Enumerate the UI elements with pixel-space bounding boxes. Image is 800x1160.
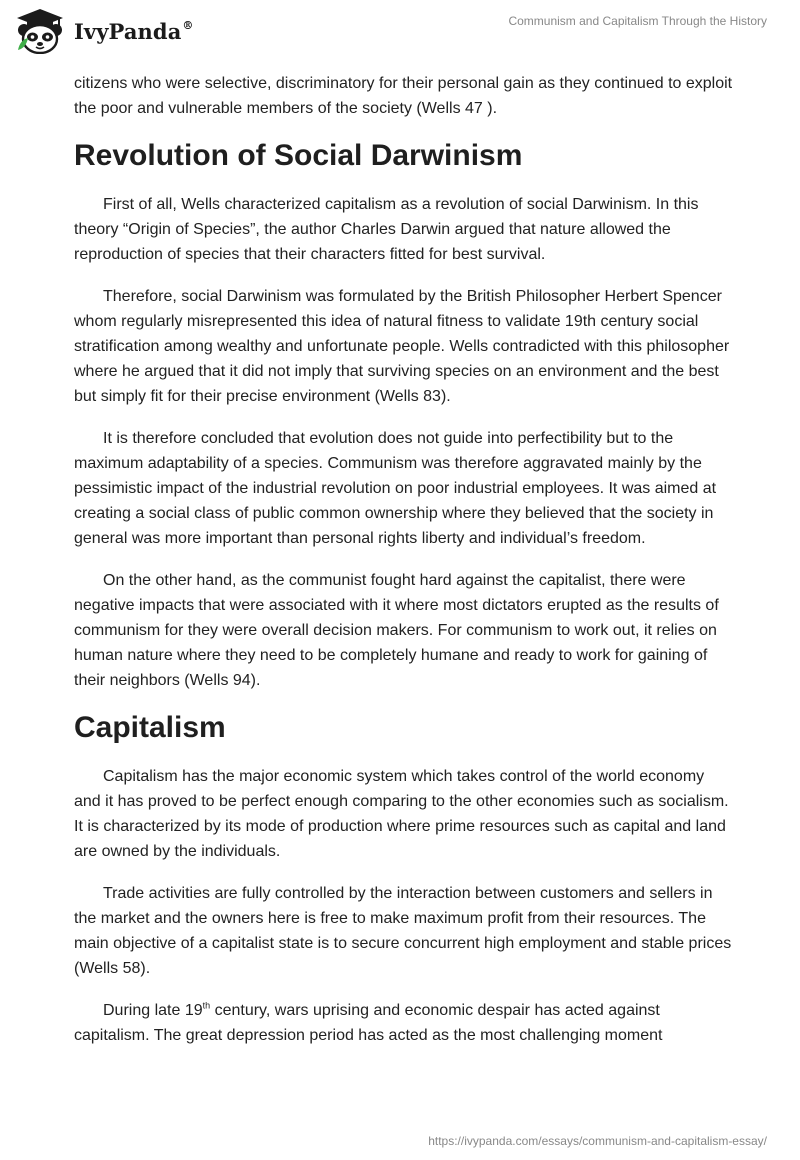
paragraph: During late 19th century, wars uprising and economic despair has acted against capitalism. The great depression period has acted as the most challenging moment bbox=[74, 1000, 663, 1044]
section-heading-social-darwinism: Revolution of Social Darwinism bbox=[74, 139, 523, 172]
intro-continuation: citizens who were selective, discriminatory for their personal gain as they continued to exploit the poor and vulnerable members of the society (Wells 47 ). bbox=[74, 75, 733, 117]
paragraph: On the other hand, as the communist fought hard against the capitalist, there were negative impacts that were associated with it where most dictators erupted as the results of communism for they were overall decision makers. For communism to work out, it relies on human nature where they need to be completely humane and ready to work for gaining of their neighbors (Wells 94). bbox=[74, 572, 719, 689]
brand-name: IvyPanda® bbox=[74, 18, 194, 44]
document-title: Communism and Capitalism Through the History bbox=[508, 14, 767, 28]
paragraph: Capitalism has the major economic system which takes control of the world economy and it has proved to be perfect enough comparing to the other economies such as socialism. It is characterized by its mode of production where prime resources such as capital and land are owned by the individuals. bbox=[74, 768, 729, 860]
ivypanda-logo[interactable] bbox=[14, 8, 194, 54]
paragraph: Therefore, social Darwinism was formulated by the British Philosopher Herbert Spencer whom regularly misrepresented this idea of natural fitness to validate 19th century social stratification among wealthy and unfortunate people. Wells contradicted with this philosopher where he argued that it did not imply that surviving species on an environment and the best but simply fit for their precise environment (Wells 83). bbox=[74, 288, 730, 405]
section-heading-capitalism: Capitalism bbox=[74, 711, 226, 744]
paragraph: It is therefore concluded that evolution does not guide into perfectibility but to the maximum adaptability of a species. Communism was therefore aggravated mainly by the pessimistic impact of the industrial revolution on poor industrial employees. It was aimed at creating a social class of public common ownership where they believed that the society in general was more important than personal rights liberty and individual’s freedom. bbox=[74, 430, 717, 547]
paragraph: Trade activities are fully controlled by the interaction between customers and sellers in the market and the owners here is free to make maximum profit from their resources. The main objective of a capitalist state is to secure concurrent high employment and stable prices (Wells 58). bbox=[74, 885, 732, 977]
essay-content bbox=[74, 71, 734, 1065]
source-url[interactable]: https://ivypanda.com/essays/communism-and-capitalism-essay/ bbox=[428, 1134, 767, 1148]
panda-graduate-icon bbox=[14, 8, 66, 54]
paragraph: First of all, Wells characterized capitalism as a revolution of social Darwinism. In this theory “Origin of Species”, the author Charles Darwin argued that nature allowed the reproduction of species that their characters fitted for best survival. bbox=[74, 196, 699, 263]
page-header bbox=[0, 0, 800, 62]
